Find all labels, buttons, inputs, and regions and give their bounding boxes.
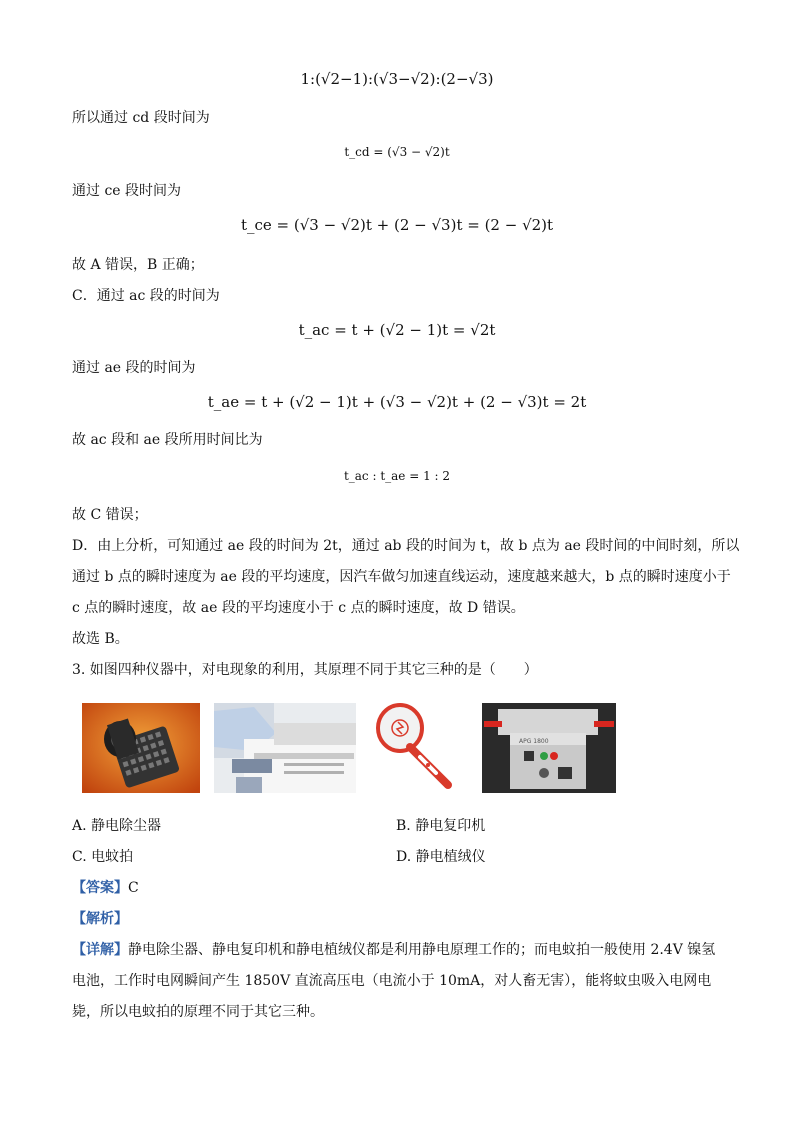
flocking-device-image xyxy=(482,703,616,793)
equation-tac xyxy=(0,319,794,341)
choice-a: A. 静电除尘器 xyxy=(72,818,162,834)
paragraph-ae-intro: 通过 ae 段的时间为 xyxy=(72,360,196,376)
mosquito-swatter-image xyxy=(372,703,464,793)
precipitator-image xyxy=(82,703,200,793)
equation-tratio-text: t_ac : t_ae = 1 : 2 xyxy=(343,469,451,483)
paragraph-d-line3: c 点的瞬时速度，故 ae 段的平均速度小于 c 点的瞬时速度，故 D 错误。 xyxy=(72,600,525,616)
equation-tac-text: t_ac = t + (√2 − 1)t = √2t xyxy=(298,321,496,339)
equation-tae xyxy=(0,391,794,413)
equation-tae-text: t_ae = t + (√2 − 1)t + (√3 − √2)t + (2 − √3)t = 2t xyxy=(207,393,587,411)
device-label: APG 1800 xyxy=(519,738,549,745)
detail-label: 【详解】 xyxy=(72,942,128,958)
detail-line1 xyxy=(72,940,715,960)
choice-d: D. 静电植绒仪 xyxy=(396,849,486,865)
paragraph-d-line1: D．由上分析，可知通过 ae 段的时间为 2t，通过 ab 段的时间为 t，故 b 点为 ae 段时间的中间时刻，所以 xyxy=(72,538,740,554)
detail-text-1: 静电除尘器、静电复印机和静电植绒仪都是利用静电原理工作的；而电蚊拍一般使用 2.4V 镍氢 xyxy=(128,942,716,958)
detail-line2: 电池，工作时电网瞬间产生 1850V 直流高压电（电流小于 10mA，对人畜无害），能将蚊虫吸入电网电 xyxy=(72,973,712,989)
choice-b: B. 静电复印机 xyxy=(396,818,486,834)
answer-label: 【答案】 xyxy=(72,880,128,896)
paragraph-ab-result: 故 A 错误，B 正确； xyxy=(72,257,204,273)
equation-tce-text: t_ce = (√3 − √2)t + (2 − √3)t = (2 − √2)t xyxy=(240,216,554,234)
paragraph-cd-intro: 所以通过 cd 段时间为 xyxy=(72,110,210,126)
analysis-label: 【解析】 xyxy=(72,911,128,927)
equation-tcd xyxy=(0,141,794,163)
equation-tcd-text: t_cd = (√3 − √2)t xyxy=(344,145,450,159)
analysis-line xyxy=(72,909,128,929)
paragraph-choose: 故选 B。 xyxy=(72,631,129,647)
paragraph-c-result: 故 C 错误； xyxy=(72,507,148,523)
paragraph-c-intro: C．通过 ac 段的时间为 xyxy=(72,288,220,304)
equation-tce xyxy=(0,214,794,236)
detail-line3: 毙，所以电蚊拍的原理不同于其它三种。 xyxy=(72,1004,324,1020)
question-3-text: 3. 如图四种仪器中，对电现象的利用，其原理不同于其它三种的是（ ） xyxy=(72,662,538,678)
equation-ratio-text: 1:(√2−1):(√3−√2):(2−√3) xyxy=(300,70,494,88)
answer-line xyxy=(72,878,139,898)
paragraph-ratio-intro: 故 ac 段和 ae 段所用时间比为 xyxy=(72,432,263,448)
choice-c: C. 电蚊拍 xyxy=(72,849,134,865)
equation-tratio xyxy=(0,465,794,487)
answer-value: C xyxy=(128,880,139,896)
equation-ratio xyxy=(0,68,794,90)
paragraph-ce-intro: 通过 ce 段时间为 xyxy=(72,183,182,199)
paragraph-d-line2: 通过 b 点的瞬时速度为 ae 段的平均速度，因汽车做匀加速直线运动，速度越来越大，b 点的瞬时速度小于 xyxy=(72,569,731,585)
photocopier-image xyxy=(214,703,356,793)
